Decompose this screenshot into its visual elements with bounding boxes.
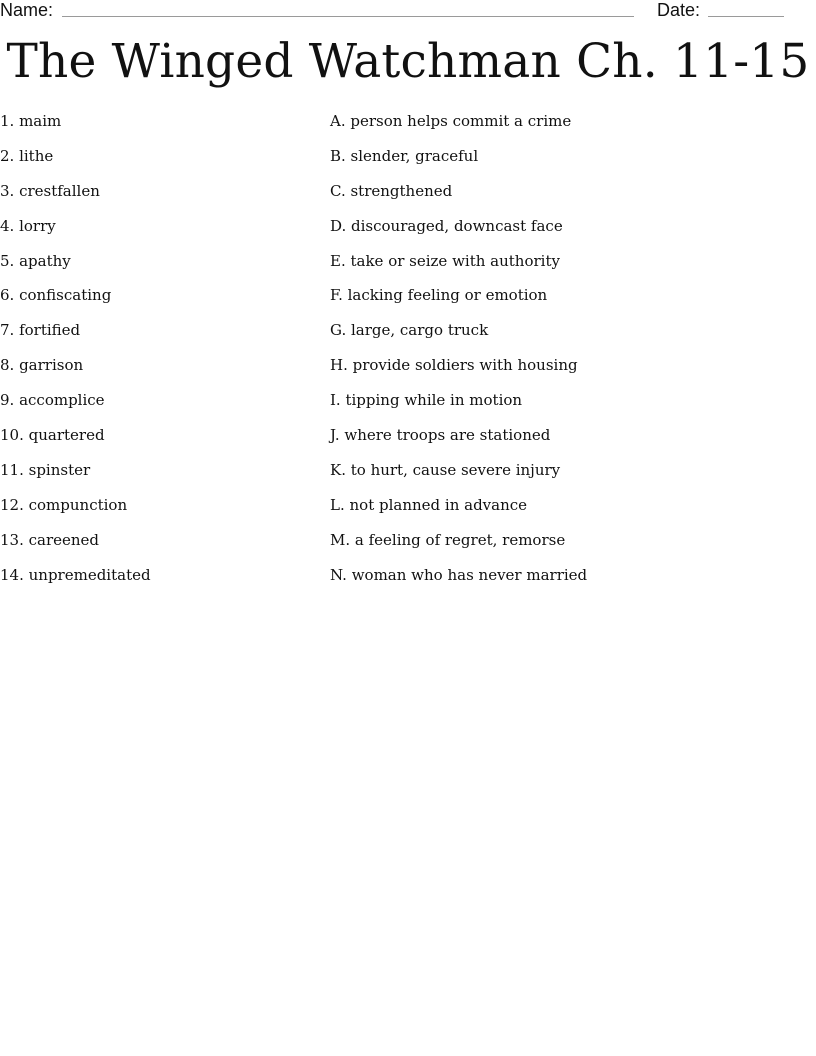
term-text: 4. lorry	[0, 216, 56, 235]
term-text: 7. fortified	[0, 321, 81, 340]
name-label: Name:	[0, 0, 54, 20]
list-item	[0, 495, 816, 530]
definition-text: C. strengthened	[330, 181, 453, 200]
list-item	[0, 181, 816, 216]
list-item	[0, 425, 816, 460]
date-blank-line	[708, 16, 784, 17]
list-item	[0, 460, 816, 495]
definition-text: A. person helps commit a crime	[330, 112, 572, 130]
date-label: Date:	[657, 0, 701, 20]
list-item	[0, 146, 816, 181]
list-item	[0, 355, 816, 390]
definition-text: N. woman who has never married	[330, 565, 588, 584]
term-text: 6. confiscating	[0, 286, 112, 305]
matching-list	[0, 111, 816, 599]
worksheet-header	[0, 0, 816, 24]
definition-text: B. slender, graceful	[330, 146, 479, 165]
definition-text: D. discouraged, downcast face	[330, 216, 563, 235]
page-title: The Winged Watchman Ch. 11-15	[6, 34, 810, 89]
definition-text: L. not planned in advance	[330, 495, 528, 514]
term-text: 2. lithe	[0, 146, 54, 165]
term-text: 9. accomplice	[0, 391, 105, 410]
term-text: 3. crestfallen	[0, 181, 100, 200]
definition-text: F. lacking feeling or emotion	[330, 286, 548, 305]
name-blank-line	[62, 16, 634, 17]
term-text: 8. garrison	[0, 356, 84, 375]
definition-text: K. to hurt, cause severe injury	[330, 460, 561, 479]
term-text: 10. quartered	[0, 426, 105, 445]
term-text: 13. careened	[0, 530, 100, 549]
term-text: 1. maim	[0, 112, 62, 130]
term-text: 14. unpremeditated	[0, 565, 151, 584]
definition-text: J. where troops are stationed	[330, 426, 551, 445]
list-item	[0, 111, 816, 146]
list-item	[0, 530, 816, 565]
term-text: 12. compunction	[0, 495, 128, 514]
definition-text: G. large, cargo truck	[330, 321, 489, 340]
list-item	[0, 216, 816, 251]
list-item	[0, 251, 816, 286]
term-text: 5. apathy	[0, 251, 71, 270]
definition-text: M. a feeling of regret, remorse	[330, 530, 566, 549]
definition-text: H. provide soldiers with housing	[330, 356, 578, 375]
list-item	[0, 320, 816, 355]
list-item	[0, 565, 816, 600]
list-item	[0, 390, 816, 425]
definition-text: I. tipping while in motion	[330, 391, 523, 410]
list-item	[0, 285, 816, 320]
definition-text: E. take or seize with authority	[330, 251, 560, 270]
term-text: 11. spinster	[0, 460, 91, 479]
